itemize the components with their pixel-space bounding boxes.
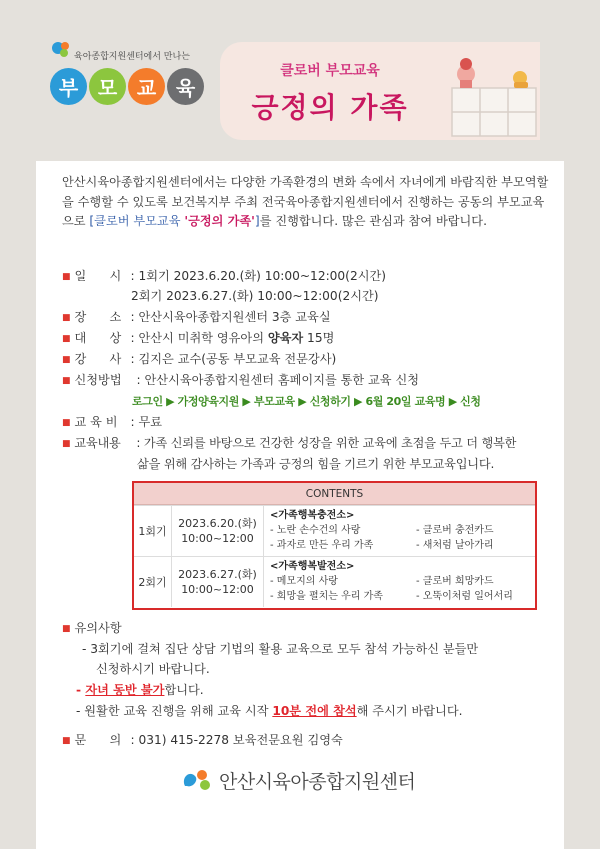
apply-row bbox=[62, 371, 419, 391]
session-time: 10:00~12:00 bbox=[181, 532, 254, 545]
intro-program-name: [클로버 부모교육 bbox=[89, 214, 185, 228]
intro-text-1: 안산시육아종합지원센터에서는 다양한 가족환경의 변화 속에서 자녀에게 바람직한 부모역할을 수행할 수 있도록 보건복지부 주최 전국육아종합지원센터에서 진행하는 공동의 부모교육으로 bbox=[62, 175, 549, 228]
toy-shelf-illustration-icon bbox=[442, 50, 538, 138]
date-label: 일 시 bbox=[74, 269, 122, 283]
bullet-icon: ■ bbox=[62, 624, 71, 634]
bullet-icon: ■ bbox=[62, 355, 71, 365]
note-3-suffix: 해 주시기 바랍니다. bbox=[356, 704, 463, 718]
bullet-icon: ■ bbox=[62, 736, 71, 746]
datetime-cell bbox=[172, 506, 264, 556]
note-3-text: - 원활한 교육 진행을 위해 교육 시작 bbox=[76, 704, 273, 718]
program-cell bbox=[264, 506, 535, 556]
note-1-line-1: - 3회기에 걸쳐 집단 상담 기법의 활용 교육으로 모두 참석 가능하신 분들만 bbox=[82, 642, 479, 656]
target-value-count: 15명 bbox=[303, 331, 335, 345]
fee-label: 교 육 비 bbox=[74, 415, 118, 429]
target-value: : 안산시 미취학 영유아의 bbox=[130, 331, 268, 345]
brand-char-1: 부 bbox=[50, 68, 87, 105]
program-item: - 과자로 만든 우리 가족 bbox=[270, 540, 374, 551]
target-label: 대 상 bbox=[74, 331, 122, 345]
apply-value: : 안산시육아종합지원센터 홈페이지를 통한 교육 신청 bbox=[136, 373, 420, 387]
contact-value: : 031) 415-2278 보육전문요원 김영숙 bbox=[130, 733, 343, 747]
note-3-highlight: 10분 전에 참석 bbox=[272, 704, 357, 718]
center-logo-icon bbox=[50, 38, 72, 60]
bullet-icon: ■ bbox=[62, 272, 71, 282]
apply-label: 신청방법 bbox=[74, 373, 122, 387]
bullet-icon: ■ bbox=[62, 439, 71, 449]
program-subtitle: 클로버 부모교육 bbox=[280, 63, 380, 79]
note-3 bbox=[76, 702, 462, 721]
bullet-icon: ■ bbox=[62, 418, 71, 428]
program-item: - 노란 손수건의 사랑 bbox=[270, 525, 361, 536]
apply-path: 로그인 ▶ 가정양육지원 ▶ 부모교육 ▶ 신청하기 ▶ 6월 20일 교육명 ▶ 신청 bbox=[132, 395, 481, 408]
program-item: - 클로버 희망카드 bbox=[416, 576, 494, 587]
bullet-icon: ■ bbox=[62, 376, 71, 386]
session-date: 2023.6.27.(화) bbox=[178, 568, 257, 581]
datetime-cell bbox=[172, 557, 264, 607]
footer-org-name: 안산시육아종합지원센터 bbox=[219, 770, 416, 793]
target-row bbox=[62, 329, 334, 349]
contents-table bbox=[132, 481, 537, 610]
session-cell: 2회기 bbox=[134, 557, 172, 607]
place-row bbox=[62, 308, 331, 328]
intro-bracket-close: ] bbox=[254, 214, 260, 228]
program-item: - 오뚝이처럼 일어서리 bbox=[416, 591, 513, 602]
place-label: 장 소 bbox=[74, 310, 122, 324]
footer-logo bbox=[179, 766, 415, 794]
session-date: 2023.6.20.(화) bbox=[178, 517, 257, 530]
content-label: 교육내용 bbox=[74, 436, 121, 450]
contact-label: 문 의 bbox=[74, 733, 122, 747]
section-title: <가족행복충전소> bbox=[270, 510, 355, 521]
program-item: - 클로버 충전카드 bbox=[416, 525, 494, 536]
notes-row bbox=[62, 619, 122, 639]
program-cell bbox=[264, 557, 535, 607]
section-title: <가족행복발전소> bbox=[270, 561, 355, 572]
intro-text-2: 를 진행합니다. 많은 관심과 참여 바랍니다. bbox=[259, 214, 487, 228]
note-2 bbox=[76, 681, 204, 700]
program-item: - 새처럼 날아가리 bbox=[416, 540, 494, 551]
table-row bbox=[134, 505, 535, 556]
speaker-label: 강 사 bbox=[74, 352, 122, 366]
intro-highlight: '긍정의 가족' bbox=[184, 214, 255, 228]
notes-label: 유의사항 bbox=[74, 621, 122, 635]
note-2-dash: - bbox=[76, 683, 86, 697]
content-row bbox=[62, 434, 516, 454]
center-logo-icon bbox=[179, 766, 215, 794]
bullet-icon: ■ bbox=[62, 313, 71, 323]
brand-char-2: 모 bbox=[89, 68, 126, 105]
note-1-line-2: 신청하시기 바랍니다. bbox=[96, 662, 210, 676]
bullet-icon: ■ bbox=[62, 334, 71, 344]
title-banner bbox=[220, 42, 540, 140]
place-value: : 안산시육아종합지원센터 3층 교육실 bbox=[130, 310, 331, 324]
intro-paragraph bbox=[62, 173, 552, 232]
date-row bbox=[62, 267, 386, 287]
brand-subtitle: 육아종합지원센터에서 만나는 bbox=[74, 52, 190, 62]
note-2-warning: 자녀 동반 불가 bbox=[85, 683, 165, 697]
note-2-suffix: 합니다. bbox=[164, 683, 204, 697]
brand-char-4: 육 bbox=[167, 68, 204, 105]
content-card bbox=[36, 161, 564, 849]
date-row-2: 2회기 2023.6.27.(화) 10:00~12:00(2시간) bbox=[131, 289, 379, 303]
header bbox=[0, 0, 600, 150]
session-time: 10:00~12:00 bbox=[181, 583, 254, 596]
program-title: 긍정의 가족 bbox=[251, 91, 409, 124]
brand-title bbox=[50, 68, 204, 105]
content-value-1: : 가족 신뢰를 바탕으로 건강한 성장을 위한 교육에 초점을 두고 더 행복한 bbox=[136, 436, 517, 450]
speaker-value: : 김지은 교수(공동 부모교육 전문강사) bbox=[130, 352, 337, 366]
content-value-2: 삶을 위해 감사하는 가족과 긍정의 힘을 기르기 위한 부모교육입니다. bbox=[137, 457, 495, 471]
contact-row bbox=[62, 731, 343, 751]
program-item: - 희망을 펼치는 우리 가족 bbox=[270, 591, 383, 602]
table-row bbox=[134, 556, 535, 607]
fee-value: : 무료 bbox=[130, 415, 163, 429]
date-value-1: : 1회기 2023.6.20.(화) 10:00~12:00(2시간) bbox=[130, 269, 386, 283]
program-item: - 메모지의 사랑 bbox=[270, 576, 338, 587]
target-value-bold: 양육자 bbox=[267, 331, 304, 345]
contents-header: CONTENTS bbox=[134, 483, 535, 505]
fee-row bbox=[62, 413, 162, 433]
session-cell: 1회기 bbox=[134, 506, 172, 556]
speaker-row bbox=[62, 350, 336, 370]
brand-char-3: 교 bbox=[128, 68, 165, 105]
